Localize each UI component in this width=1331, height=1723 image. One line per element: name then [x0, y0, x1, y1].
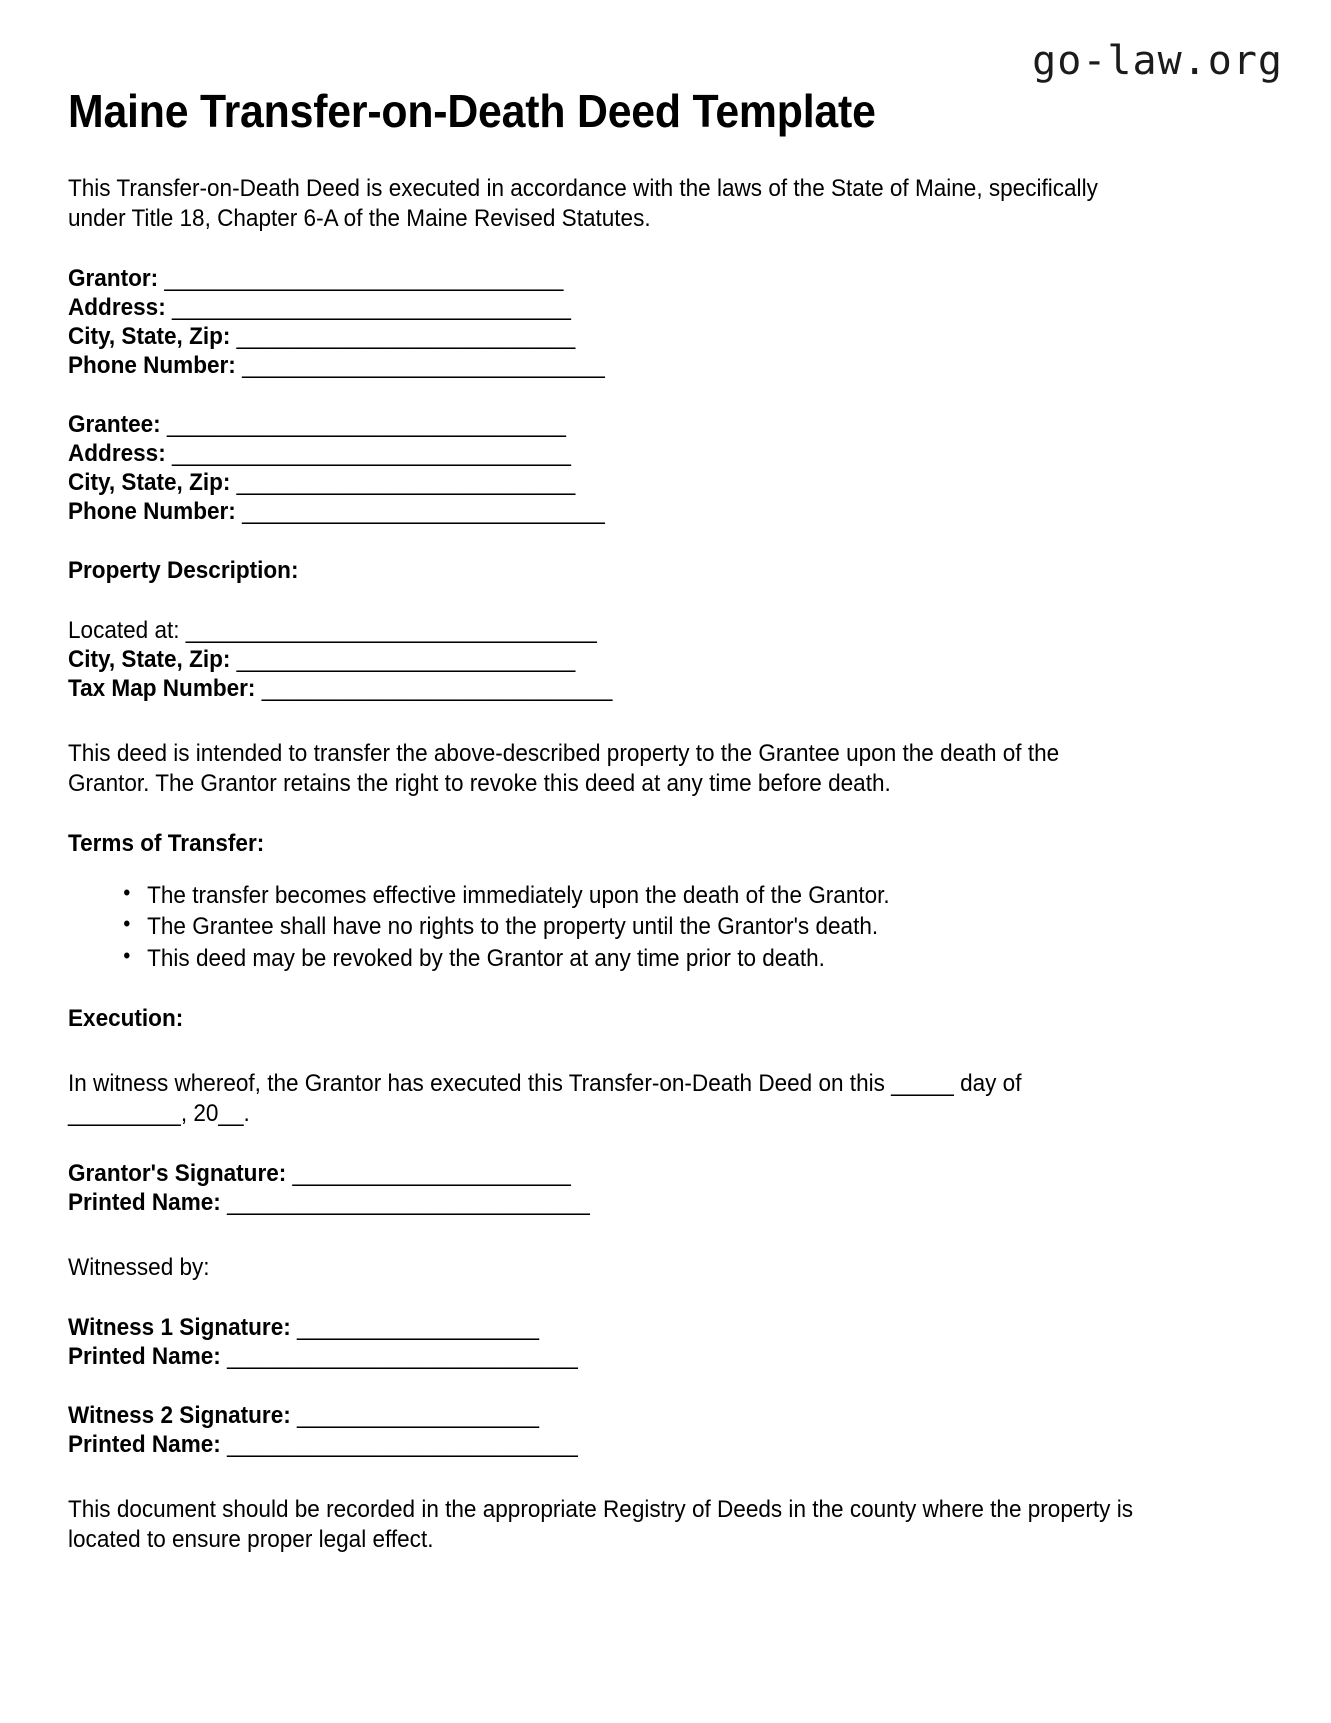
witness1-field-row [68, 1342, 1146, 1371]
grantor-signature-field-row [68, 1159, 1146, 1188]
execution-paragraph: In witness whereof, the Grantor has executed this Transfer-on-Death Deed on this _____ day of _________, 20__. [68, 1070, 1022, 1128]
grantor-field-label: Phone Number: [68, 352, 236, 380]
grantee-field-label: Phone Number: [68, 498, 236, 526]
grantee-field-blank-line[interactable]: ______________________________ [242, 498, 605, 526]
witness2-signature-group [68, 1401, 1146, 1459]
grantee-field-label: City, State, Zip: [68, 469, 231, 497]
execution-heading: Execution: [68, 1004, 184, 1032]
grantee-field-label: Grantee: [68, 411, 161, 439]
grantee-field-row [68, 468, 1146, 497]
witnessed-by-label: Witnessed by: [68, 1254, 210, 1282]
terms-of-transfer-heading: Terms of Transfer: [68, 829, 265, 857]
grantor-signature-field-row [68, 1188, 1146, 1217]
grantor-field-label: City, State, Zip: [68, 323, 231, 351]
witness1-signature-group [68, 1313, 1146, 1371]
witness1-field-label: Printed Name: [68, 1343, 221, 1371]
grantor-signature-field-blank-line[interactable]: ______________________________ [227, 1189, 590, 1217]
grantee-field-group [68, 410, 1146, 526]
grantee-field-row [68, 497, 1146, 526]
witness2-field-row [68, 1401, 1146, 1430]
grantee-field-blank-line[interactable]: ____________________________ [236, 469, 575, 497]
grantor-field-label: Address: [68, 294, 166, 322]
list-item: • The Grantee shall have no rights to the property until the Grantor's death. [123, 911, 1201, 942]
grantee-field-label: Address: [68, 440, 166, 468]
grantor-field-group [68, 264, 1146, 380]
witness2-field-blank-line[interactable]: ____________________ [297, 1402, 539, 1430]
property-field-row [68, 616, 1146, 645]
grantor-signature-field-label: Printed Name: [68, 1189, 221, 1217]
property-field-label: Tax Map Number: [68, 674, 256, 702]
list-item: • This deed may be revoked by the Grantor at any time prior to death. [123, 943, 1201, 974]
grantee-field-row [68, 439, 1146, 468]
terms-list [68, 880, 1201, 974]
grantor-signature-field-blank-line[interactable]: _______________________ [292, 1160, 571, 1188]
grantor-field-blank-line[interactable]: ____________________________ [236, 323, 575, 351]
intro-paragraph: This Transfer-on-Death Deed is executed in accordance with the laws of the State of Maine, specifically under Title 18, Chapter 6-A of the Maine Revised Statutes. [68, 175, 1098, 233]
transfer-paragraph: This deed is intended to transfer the above-described property to the Grantee upon the death of the Grantor. The Grantor retains the right to revoke this deed at any time before death. [68, 739, 1060, 797]
property-field-blank-line[interactable]: _____________________________ [261, 674, 612, 702]
witness1-field-blank-line[interactable]: _____________________________ [227, 1343, 578, 1371]
grantor-field-row [68, 293, 1146, 322]
property-field-blank-line[interactable]: __________________________________ [185, 616, 597, 644]
document-content [68, 84, 1148, 1555]
grantor-field-row [68, 351, 1146, 380]
property-field-row [68, 674, 1146, 703]
property-field-label: Located at: [68, 616, 180, 644]
grantor-field-blank-line[interactable]: _________________________________ [171, 294, 571, 322]
witness2-field-label: Printed Name: [68, 1431, 221, 1459]
grantor-field-blank-line[interactable]: _________________________________ [164, 265, 563, 293]
grantor-signature-group [68, 1159, 1146, 1217]
property-field-row [68, 645, 1146, 674]
grantor-field-blank-line[interactable]: ______________________________ [242, 352, 605, 380]
closing-paragraph: This document should be recorded in the appropriate Registry of Deeds in the county where the property is located to ensure proper legal effect. [68, 1496, 1133, 1554]
grantor-field-row [68, 322, 1146, 351]
property-field-group [68, 616, 1146, 703]
page-title: Maine Transfer-on-Death Deed Template [68, 85, 876, 137]
property-field-blank-line[interactable]: ____________________________ [236, 645, 575, 673]
witness1-field-blank-line[interactable]: ____________________ [297, 1314, 539, 1342]
site-logo: go-law.org [1032, 38, 1283, 84]
grantor-signature-field-label: Grantor's Signature: [68, 1160, 287, 1188]
witness1-field-label: Witness 1 Signature: [68, 1314, 291, 1342]
grantee-field-blank-line[interactable]: _________________________________ [166, 411, 566, 439]
list-item: • The transfer becomes effective immediately upon the death of the Grantor. [123, 880, 1201, 911]
grantee-field-row [68, 410, 1146, 439]
grantor-field-label: Grantor: [68, 265, 159, 293]
witness1-field-row [68, 1313, 1146, 1342]
property-field-label: City, State, Zip: [68, 645, 231, 673]
property-description-heading: Property Description: [68, 557, 299, 585]
witness2-field-row [68, 1430, 1146, 1459]
witness2-field-blank-line[interactable]: _____________________________ [227, 1431, 578, 1459]
grantor-field-row [68, 264, 1146, 293]
witness2-field-label: Witness 2 Signature: [68, 1402, 291, 1430]
grantee-field-blank-line[interactable]: _________________________________ [171, 440, 571, 468]
